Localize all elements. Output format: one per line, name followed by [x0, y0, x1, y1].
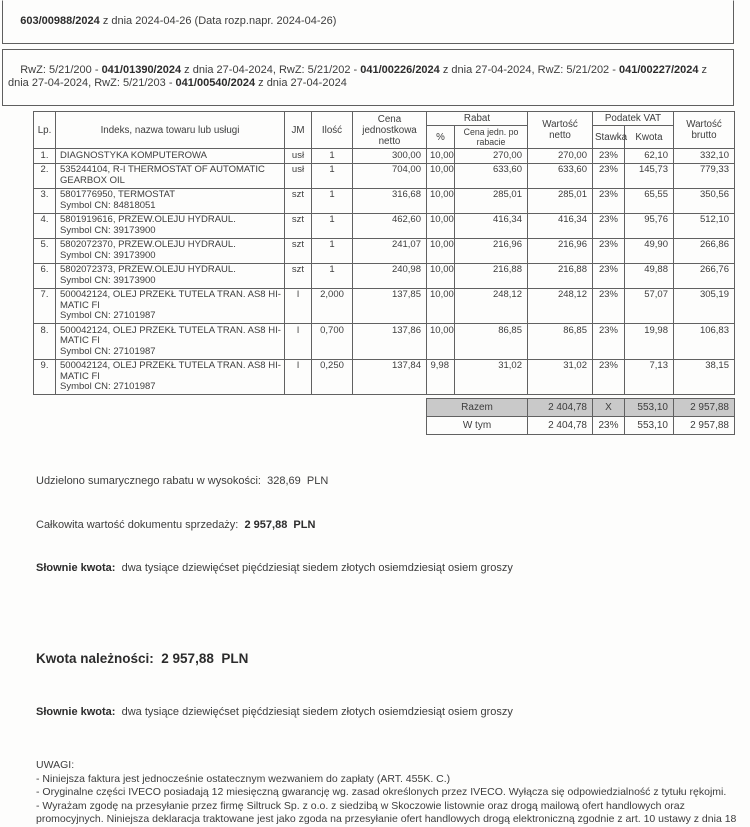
item-symbol: Symbol CN: 27101987 [60, 310, 156, 321]
cell-vat-amount: 65,55 [625, 188, 674, 213]
repair-order-date: z dnia 2024-04-26 (Data rozp.napr. 2024-04-26) [99, 15, 337, 27]
totals-netto: 2 404,78 [528, 417, 593, 435]
cell-vat-rate: 23% [593, 359, 625, 395]
col-jm: JM [285, 112, 312, 149]
note-item: - Oryginalne części IVECO posiadają 12 miesięczną gwarancję wg. zasad określonych przez IVECO. Wyłącza się odpowiedzialność z tytułu rękojmi. [36, 786, 727, 799]
cell-name [56, 163, 285, 188]
cell-lp: 6. [34, 263, 56, 288]
cell-price-after-rabat: 31,02 [455, 359, 528, 395]
cell-vat-amount: 95,76 [625, 213, 674, 238]
cell-rabat-pct: 10,00 [427, 163, 455, 188]
summary-words-label: Słownie kwota: [36, 562, 116, 574]
cell-price-after-rabat: 86,85 [455, 324, 528, 360]
repair-order-number: 603/00988/2024 [20, 15, 100, 27]
table-row [34, 163, 735, 188]
cell-name [56, 288, 285, 324]
item-name: 500042124, OLEJ PRZEKŁ TUTELA TRAN. AS8 HI-MATIC FI [60, 324, 281, 346]
cell-netto: 270,00 [528, 149, 593, 164]
rwz-text: z dnia 27-04-2024, RwZ: 5/21/202 - [439, 64, 619, 76]
cell-netto: 285,01 [528, 188, 593, 213]
cell-rabat-pct: 10,00 [427, 149, 455, 164]
cell-rabat-pct: 10,00 [427, 288, 455, 324]
cell-lp: 4. [34, 213, 56, 238]
cell-unit-price: 241,07 [353, 238, 427, 263]
amount-due-value: 2 957,88 PLN [153, 650, 249, 666]
cell-rabat-pct: 10,00 [427, 238, 455, 263]
amount-due-words-text: dwa tysiące dziewięćset pięćdziesiąt siedem złotych osiemdziesiąt osiem groszy [115, 705, 513, 718]
cell-brutto: 305,19 [674, 288, 735, 324]
cell-vat-rate: 23% [593, 238, 625, 263]
table-row [34, 359, 735, 395]
totals-brutto: 2 957,88 [674, 399, 735, 417]
rwz-box [2, 49, 734, 106]
item-name: 5801776950, TERMOSTAT [60, 189, 176, 200]
cell-price-after-rabat: 285,01 [455, 188, 528, 213]
cell-lp: 2. [34, 163, 56, 188]
col-qty: Ilość [312, 112, 353, 149]
items-table [33, 111, 735, 395]
totals-row-wtym [427, 417, 735, 435]
totals-table [426, 398, 735, 435]
totals-vat-amount: 553,10 [625, 417, 674, 435]
table-row [34, 188, 735, 213]
cell-brutto: 350,56 [674, 188, 735, 213]
cell-vat-amount: 62,10 [625, 149, 674, 164]
cell-rabat-pct: 9,98 [427, 359, 455, 395]
cell-lp: 8. [34, 324, 56, 360]
cell-name [56, 324, 285, 360]
cell-vat-rate: 23% [593, 263, 625, 288]
table-row [34, 238, 735, 263]
cell-price-after-rabat: 216,96 [455, 238, 528, 263]
table-row [34, 324, 735, 360]
cell-jm: szt [285, 188, 312, 213]
cell-unit-price: 240,98 [353, 263, 427, 288]
cell-unit-price: 462,60 [353, 213, 427, 238]
cell-vat-amount: 49,88 [625, 263, 674, 288]
cell-vat-rate: 23% [593, 324, 625, 360]
cell-vat-rate: 23% [593, 288, 625, 324]
cell-netto: 216,96 [528, 238, 593, 263]
cell-name [56, 359, 285, 395]
item-name: 500042124, OLEJ PRZEKŁ TUTELA TRAN. AS8 HI-MATIC FI [60, 360, 281, 382]
cell-jm: l [285, 288, 312, 324]
cell-vat-amount: 7,13 [625, 359, 674, 395]
cell-unit-price: 300,00 [353, 149, 427, 164]
cell-jm: szt [285, 263, 312, 288]
col-rabat-price: Cena jedn. po rabacie [455, 126, 528, 149]
cell-vat-rate: 23% [593, 213, 625, 238]
cell-brutto: 512,10 [674, 213, 735, 238]
rwz-text: RwZ: 5/21/200 - [20, 64, 102, 76]
col-group-rabat: Rabat [427, 112, 528, 126]
cell-price-after-rabat: 633,60 [455, 163, 528, 188]
cell-rabat-pct: 10,00 [427, 213, 455, 238]
cell-unit-price: 137,85 [353, 288, 427, 324]
cell-price-after-rabat: 216,88 [455, 263, 528, 288]
cell-brutto: 779,33 [674, 163, 735, 188]
cell-qty: 1 [312, 213, 353, 238]
cell-netto: 416,34 [528, 213, 593, 238]
totals-vat-amount: 553,10 [625, 399, 674, 417]
cell-price-after-rabat: 416,34 [455, 213, 528, 238]
cell-rabat-pct: 10,00 [427, 188, 455, 213]
cell-qty: 1 [312, 263, 353, 288]
item-name: DIAGNOSTYKA KOMPUTEROWA [60, 149, 207, 161]
item-symbol: Symbol CN: 84818051 [60, 199, 156, 211]
cell-vat-amount: 145,73 [625, 163, 674, 188]
item-symbol: Symbol CN: 39173900 [60, 249, 156, 261]
cell-vat-amount: 49,90 [625, 238, 674, 263]
table-row [34, 263, 735, 288]
cell-netto: 216,88 [528, 263, 593, 288]
totals-vat-rate: 23% [593, 417, 625, 435]
cell-vat-amount: 57,07 [625, 288, 674, 324]
totals-row-razem [427, 399, 735, 417]
rwz-number: 041/00226/2024 [360, 64, 440, 76]
cell-name [56, 149, 285, 164]
rwz-text: z dnia 27-04-2024 [255, 77, 347, 89]
rwz-text: z dnia 27-04-2024, RwZ: 5/21/203 - [8, 64, 711, 89]
rwz-text: z dnia 27-04-2024, RwZ: 5/21/202 - [181, 64, 361, 76]
rwz-number: 041/01390/2024 [101, 64, 182, 76]
amount-due-line [36, 650, 750, 667]
cell-qty: 1 [312, 188, 353, 213]
amount-due-words-label: Słownie kwota: [36, 705, 116, 718]
summary-words-line [36, 561, 750, 576]
cell-netto: 248,12 [528, 288, 593, 324]
repair-order-box [2, 0, 734, 44]
item-name: 500042124, OLEJ PRZEKŁ TUTELA TRAN. AS8 HI-MATIC FI [60, 289, 281, 311]
cell-vat-amount: 19,98 [625, 324, 674, 360]
summary-words-text: dwa tysiące dziewięćset pięćdziesiąt siedem złotych osiemdziesiąt osiem groszy [115, 562, 513, 574]
item-symbol: Symbol CN: 39173900 [60, 274, 156, 286]
item-symbol: Symbol CN: 39173900 [60, 224, 156, 236]
cell-lp: 9. [34, 359, 56, 395]
cell-rabat-pct: 10,00 [427, 324, 455, 360]
summary-total-value: 2 957,88 PLN [238, 518, 316, 531]
amount-due-section [36, 614, 750, 756]
cell-brutto: 38,15 [674, 359, 735, 395]
cell-lp: 1. [34, 149, 56, 164]
cell-unit-price: 137,86 [353, 324, 427, 360]
note-item: - Wyrażam zgodę na przesyłanie przez firmę Siltruck Sp. z o.o. z siedzibą w Skoczowie listownie oraz drogą mailową ofert handlowych oraz promocyjnych. Niniejsza deklaracja traktowane jest jako zgoda na przesyłanie ofert handlowych drogą elektroniczną zgodnie z art. 10 ustawy z dnia 18 [36, 799, 737, 826]
cell-brutto: 332,10 [674, 149, 735, 164]
cell-jm: usł [285, 163, 312, 188]
col-rabat-pct: % [427, 126, 455, 149]
cell-brutto: 106,83 [674, 324, 735, 360]
cell-brutto: 266,76 [674, 263, 735, 288]
cell-name [56, 238, 285, 263]
cell-vat-rate: 23% [593, 163, 625, 188]
items-body [34, 149, 735, 395]
summary-discount-value: 328,69 PLN [261, 475, 329, 487]
item-name: 5801919616, PRZEW.OLEJU HYDRAUL. [60, 214, 236, 225]
summary-discount-line [36, 474, 750, 489]
cell-vat-rate: 23% [593, 149, 625, 164]
summary-total-label: Całkowita wartość dokumentu sprzedaży: [36, 518, 239, 531]
cell-name [56, 188, 285, 213]
cell-name [56, 213, 285, 238]
cell-jm: szt [285, 238, 312, 263]
table-row [34, 149, 735, 164]
cell-rabat-pct: 10,00 [427, 263, 455, 288]
cell-qty: 1 [312, 238, 353, 263]
cell-qty: 1 [312, 163, 353, 188]
col-lp: Lp. [34, 112, 56, 149]
notes-section [36, 759, 742, 827]
col-vat-rate: Stawka [593, 126, 625, 149]
cell-qty: 0,700 [312, 324, 353, 360]
totals-label: W tym [427, 417, 528, 435]
cell-netto: 31,02 [528, 359, 593, 395]
summary-section [36, 445, 750, 605]
item-symbol: Symbol CN: 27101987 [60, 381, 156, 392]
cell-unit-price: 704,00 [353, 163, 427, 188]
cell-qty: 1 [312, 149, 353, 164]
item-symbol: Symbol CN: 27101987 [60, 345, 156, 357]
cell-lp: 7. [34, 288, 56, 324]
rwz-number: 041/00227/2024 [618, 64, 699, 76]
cell-price-after-rabat: 270,00 [455, 149, 528, 164]
cell-lp: 3. [34, 188, 56, 213]
item-name: 535244104, R-I THERMOSTAT OF AUTOMATIC GEARBOX OIL [60, 164, 265, 186]
amount-due-label: Kwota należności: [36, 650, 154, 666]
totals-vat-rate: X [593, 399, 625, 417]
cell-netto: 86,85 [528, 324, 593, 360]
amount-due-words-line [36, 705, 750, 720]
cell-netto: 633,60 [528, 163, 593, 188]
table-row [34, 288, 735, 324]
cell-lp: 5. [34, 238, 56, 263]
cell-unit-price: 316,68 [353, 188, 427, 213]
cell-price-after-rabat: 248,12 [455, 288, 528, 324]
col-vat-amount: Kwota [625, 126, 674, 149]
cell-jm: l [285, 359, 312, 395]
col-name: Indeks, nazwa towaru lub usługi [56, 112, 285, 149]
note-item: - Niniejsza faktura jest jednocześnie ostatecznym wezwaniem do zapłaty (ART. 455K. C.) [36, 772, 451, 785]
cell-qty: 2,000 [312, 288, 353, 324]
item-name: 5802072373, PRZEW.OLEJU HYDRAUL. [60, 264, 236, 275]
col-group-vat: Podatek VAT [593, 112, 674, 126]
notes-title: UWAGI: [36, 758, 75, 771]
cell-qty: 0,250 [312, 359, 353, 395]
col-netto: Wartość netto [528, 112, 593, 149]
cell-unit-price: 137,84 [353, 359, 427, 395]
totals-label: Razem [427, 399, 528, 417]
summary-total-line [36, 518, 750, 533]
totals-netto: 2 404,78 [528, 399, 593, 417]
col-unit-price: Cena jednostkowa netto [353, 112, 427, 149]
item-name: 5802072370, PRZEW.OLEJU HYDRAUL. [60, 239, 236, 250]
cell-jm: szt [285, 213, 312, 238]
table-row [34, 213, 735, 238]
cell-brutto: 266,86 [674, 238, 735, 263]
cell-jm: usł [285, 149, 312, 164]
cell-vat-rate: 23% [593, 188, 625, 213]
rwz-number: 041/00540/2024 [175, 77, 256, 89]
totals-brutto: 2 957,88 [674, 417, 735, 435]
summary-discount-label: Udzielono sumarycznego rabatu w wysokości: [36, 475, 261, 487]
cell-name [56, 263, 285, 288]
cell-jm: l [285, 324, 312, 360]
col-brutto: Wartość brutto [674, 112, 735, 149]
